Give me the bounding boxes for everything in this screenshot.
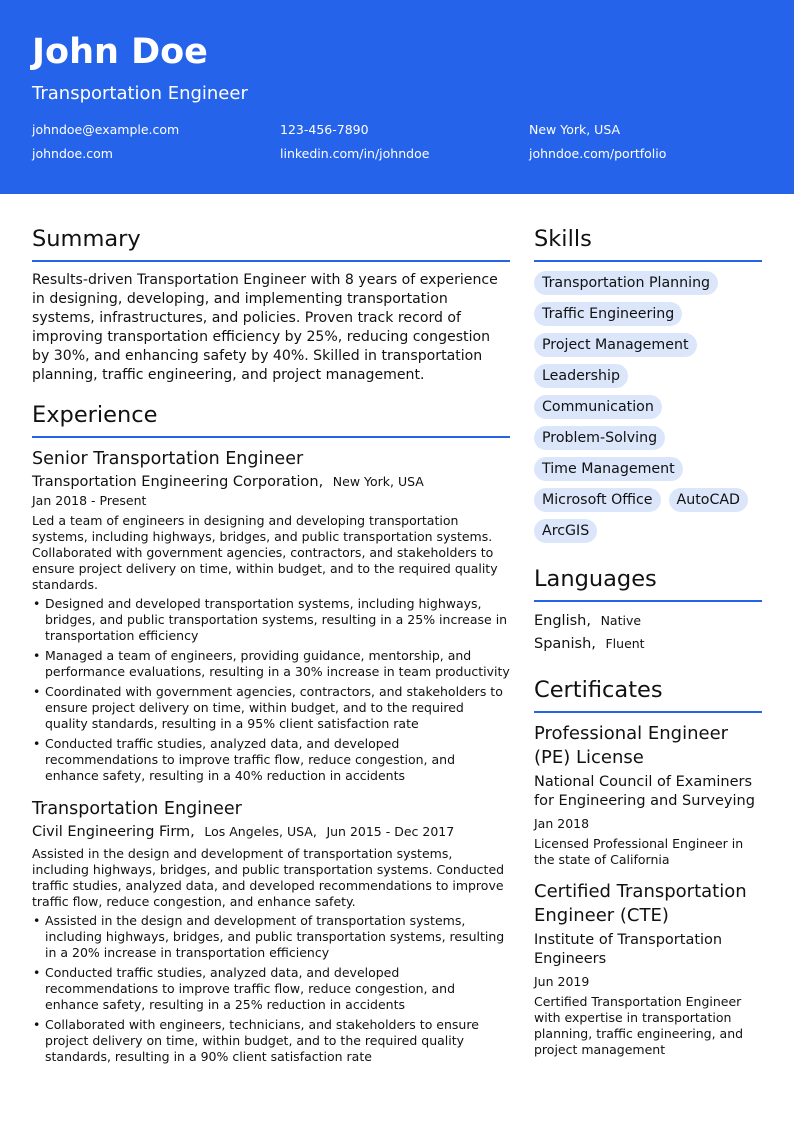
skill-chip: Leadership [534,364,628,388]
job-location: Los Angeles, USA, [204,824,317,839]
languages-heading: Languages [534,564,762,602]
certificates-heading: Certificates [534,675,762,713]
skills-list [534,271,762,543]
skill-chip: Time Management [534,457,683,481]
skill-chip: AutoCAD [669,488,748,512]
language-item [534,634,762,654]
phone-text: 123-456-7890 [280,122,369,137]
website-link[interactable]: johndoe.com [32,146,113,161]
certificate-issuer: National Council of Examiners for Engineering and Surveying [534,774,755,809]
certificate-description: Certified Transportation Engineer with expertise in transportation planning, traffic engineering, and project management [534,994,744,1057]
job-bullet: • Assisted in the design and development of transportation systems, including highways, bridges, and public transportation systems, resulting in a 20% increase in transportation efficiency [32,913,510,961]
portfolio-link[interactable]: johndoe.com/portfolio [529,146,667,161]
certificate-name: Professional Engineer (PE) License [534,723,729,768]
experience-heading: Experience [32,400,510,438]
job-title: Senior Transportation Engineer [32,449,304,469]
job-location: New York, USA [332,474,424,489]
job-company-line [32,472,510,492]
job-bullet: • Conducted traffic studies, analyzed data, and developed recommendations to improve traffic flow, reduce congestion, and enhance safety, resulting in a 40% reduction in accidents [32,736,510,784]
job-bullet: • Managed a team of engineers, providing guidance, mentorship, and performance evaluations, resulting in a 30% increase in team productivity [32,648,510,680]
job-title: Transportation Engineer [32,799,242,819]
job-bullet: • Collaborated with engineers, technicians, and stakeholders to ensure project delivery on time, within budget, and to the required quality standards, resulting in a 90% client satisfaction rate [32,1017,510,1065]
job-entry [32,797,510,1065]
summary-heading: Summary [32,224,510,262]
certificate-date: Jun 2019 [534,974,590,989]
job-bullet: • Designed and developed transportation systems, including highways, bridges, and public transportation systems, resulting in a 25% increase in transportation efficiency [32,596,510,644]
job-company: Civil Engineering Firm, [32,824,195,840]
candidate-title: Transportation Engineer [32,83,248,104]
summary-text: Results-driven Transportation Engineer with 8 years of experience in designing, developing, and implementing transportation systems, infrastructures, and policies. Proven track record of improving transportation efficiency by 25%, reducing congestion by 30%, and enhancing safety by 40%. Skilled in transportation planning, traffic engineering, and project management. [32,272,498,383]
job-dates: Jun 2015 - Dec 2017 [326,824,455,839]
resume-header [0,0,794,194]
certificate-issuer: Institute of Transportation Engineers [534,932,723,967]
certificate-description: Licensed Professional Engineer in the state of California [534,836,744,867]
linkedin-link[interactable]: linkedin.com/in/johndoe [280,146,430,161]
job-company: Transportation Engineering Corporation, [32,474,324,490]
languages-list [534,611,762,654]
skill-chip: Project Management [534,333,697,357]
language-level: Native [600,613,642,628]
certificate-entry [534,880,762,1058]
skill-chip: Microsoft Office [534,488,661,512]
certificate-name: Certified Transportation Engineer (CTE) [534,881,747,926]
certificate-entry [534,722,762,868]
language-name: English, [534,613,591,629]
job-description: Led a team of engineers in designing and developing transportation systems, including highways, bridges, and public transportation systems. Collaborated with government agencies, contractors, and stakeholders to ensure project delivery on time, within budget, and to the required quality standards. [32,513,498,592]
job-bullet: • Conducted traffic studies, analyzed data, and developed recommendations to improve traffic flow, reduce congestion, and enhance safety, resulting in a 25% reduction in accidents [32,965,510,1013]
job-entry [32,447,510,784]
email-link[interactable]: johndoe@example.com [32,122,180,137]
language-name: Spanish, [534,636,596,652]
job-bullet: • Coordinated with government agencies, contractors, and stakeholders to ensure project delivery on time, within budget, and to the required quality standards, resulting in a 95% client satisfaction rate [32,684,510,732]
job-bullets [32,596,510,784]
job-description: Assisted in the design and development of transportation systems, including highways, bridges, and public transportation systems. Conducted traffic studies, analyzed data, and developed recommendations to improve traffic flow, reduce congestion, and enhance safety. [32,846,505,909]
job-dates: Jan 2018 - Present [32,493,147,508]
job-company-line [32,822,510,842]
main-column [32,224,510,1078]
skill-chip: Traffic Engineering [534,302,682,326]
skill-chip: Transportation Planning [534,271,718,295]
skill-chip: Communication [534,395,662,419]
location-text: New York, USA [529,122,621,137]
certificate-date: Jan 2018 [534,816,590,831]
skill-chip: ArcGIS [534,519,597,543]
candidate-name: John Doe [32,32,208,72]
skill-chip: Problem-Solving [534,426,665,450]
language-item [534,611,762,631]
sidebar-column [534,224,762,1070]
skills-heading: Skills [534,224,762,262]
language-level: Fluent [605,636,645,651]
job-bullets [32,913,510,1065]
